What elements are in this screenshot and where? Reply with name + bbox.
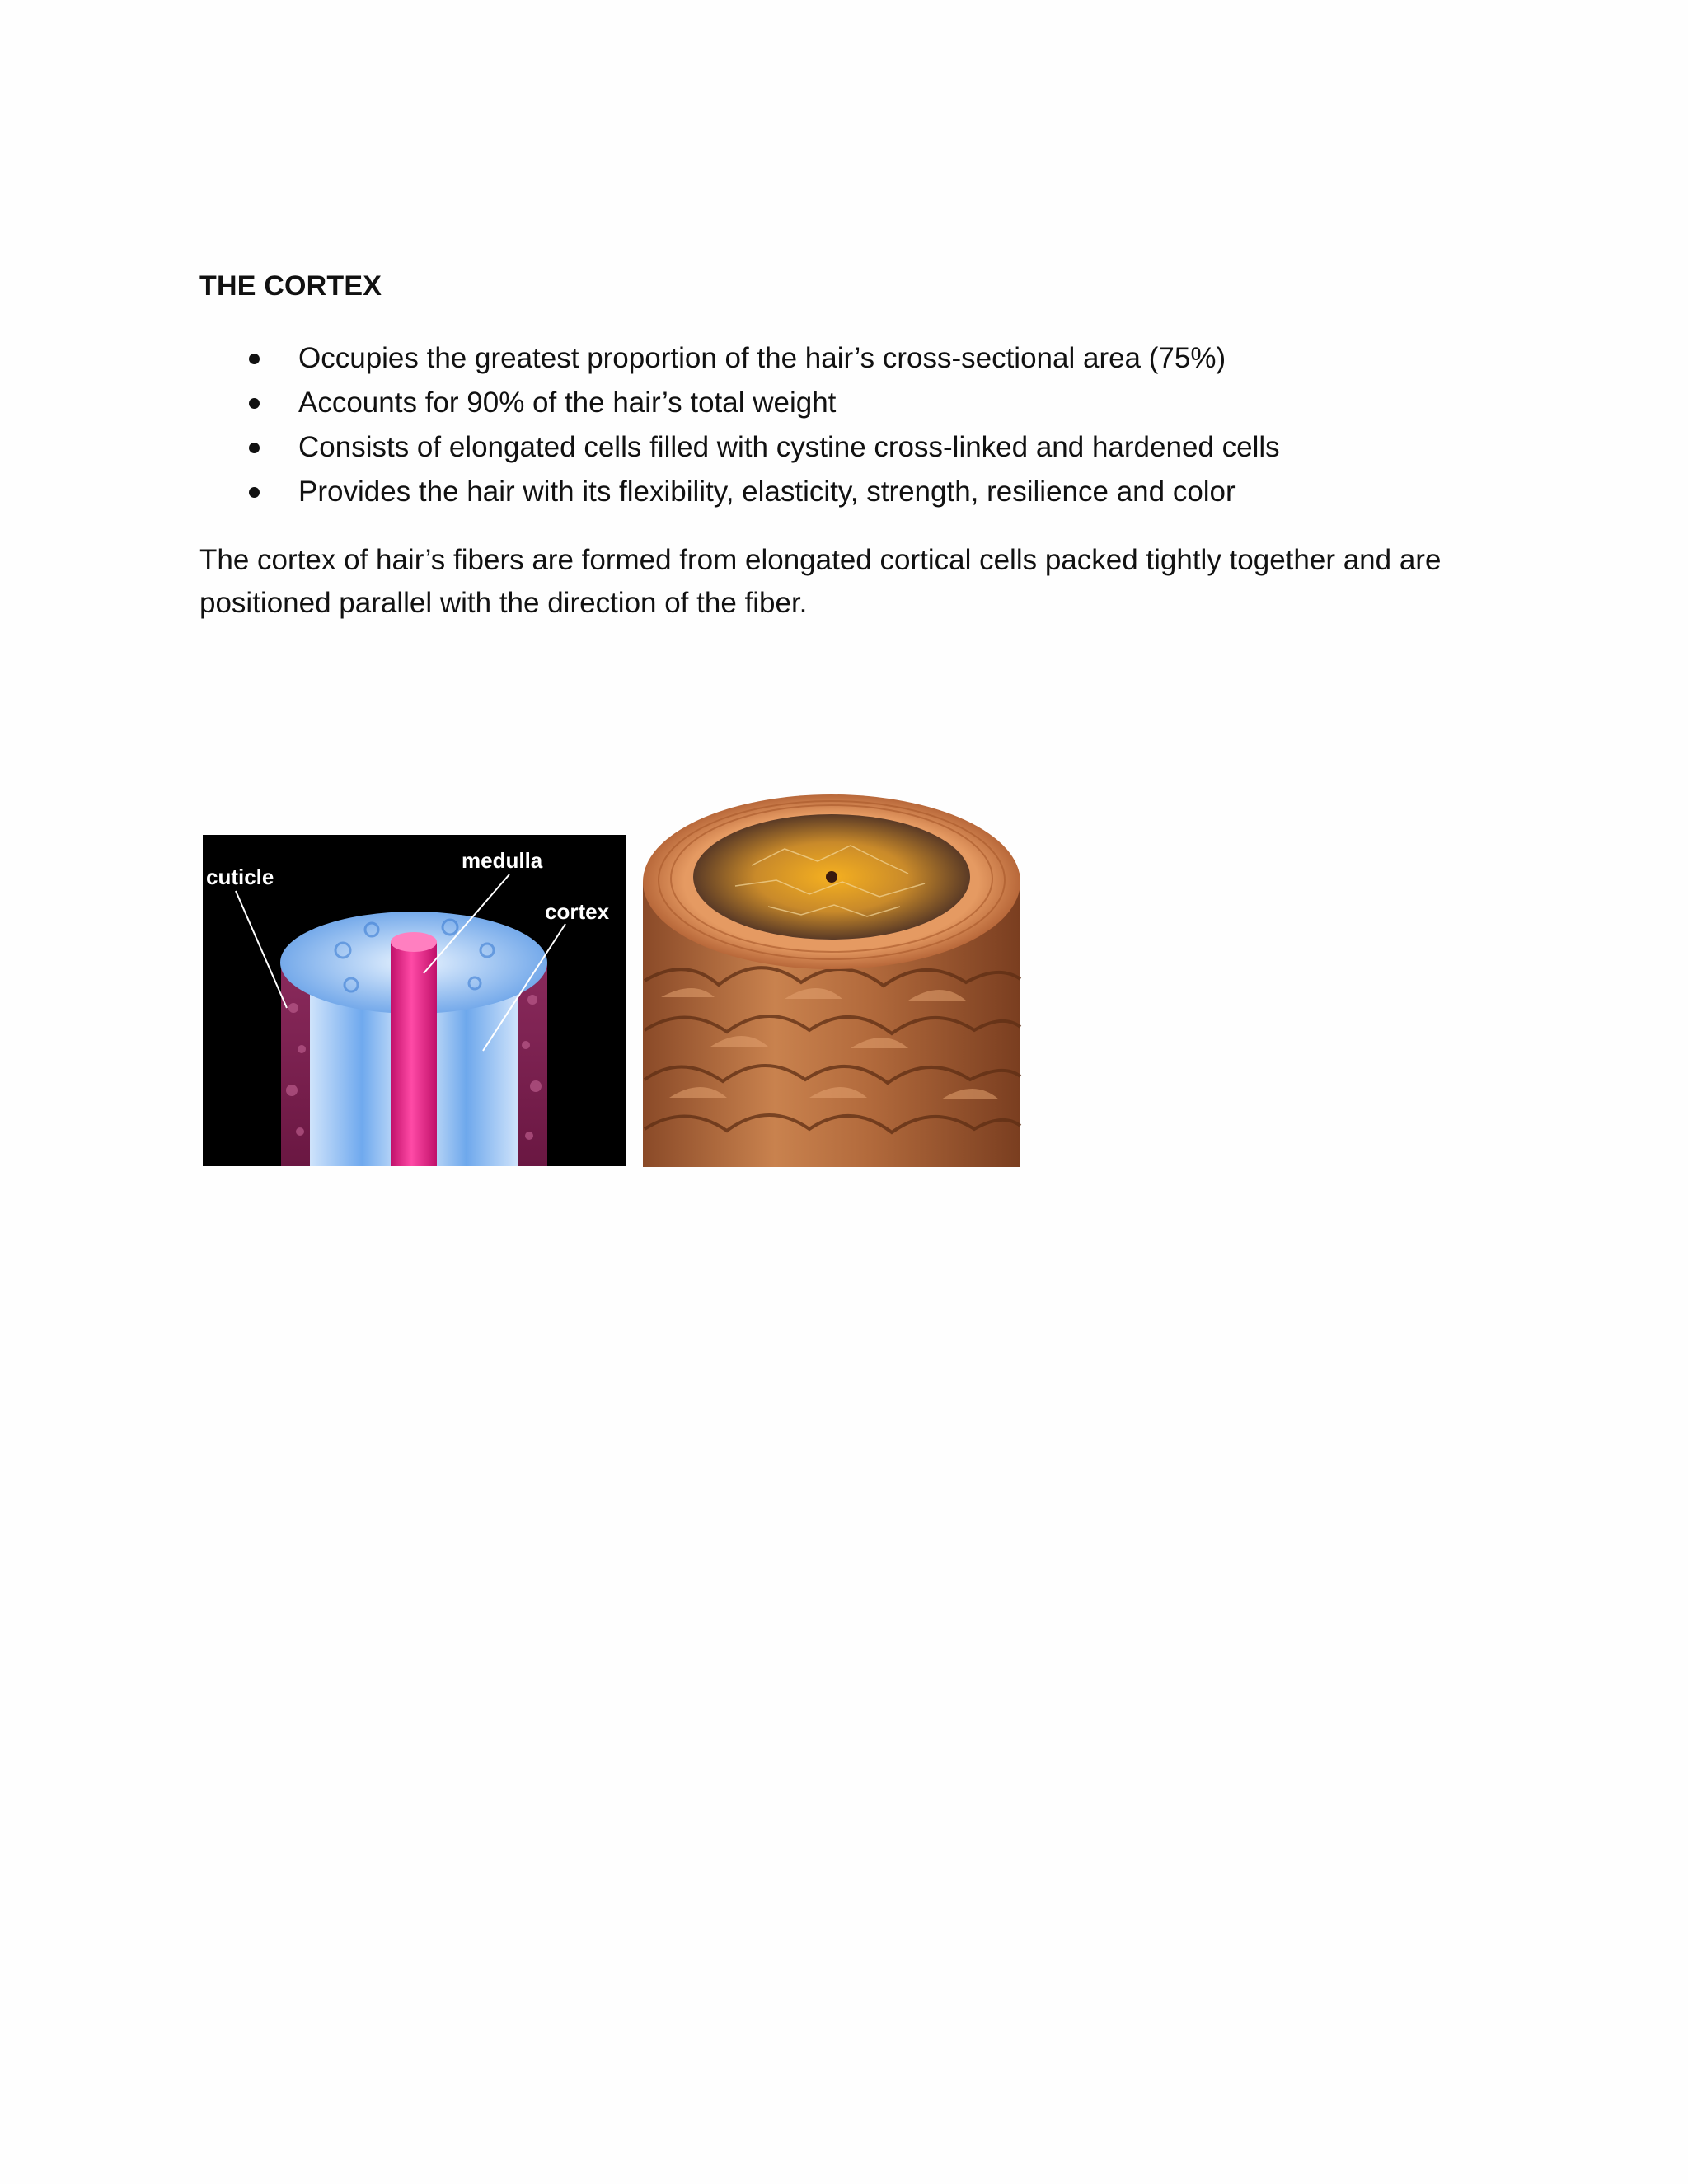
paragraph-line: positioned parallel with the direction of the fiber. — [199, 587, 808, 619]
list-item — [199, 425, 1518, 470]
cortex-label: cortex — [545, 899, 610, 924]
bullet-list — [199, 336, 1518, 514]
medulla-label: medulla — [462, 848, 543, 873]
list-item-text: Consists of elongated cells filled with cystine cross-linked and hardened cells — [298, 431, 1280, 463]
bullet-icon — [249, 354, 260, 364]
bullet-icon — [249, 443, 260, 453]
list-item — [199, 381, 1518, 425]
bullet-icon — [249, 398, 260, 409]
hair-structure-diagram — [203, 835, 626, 1166]
medulla-core — [826, 871, 837, 883]
medulla-top — [391, 932, 437, 952]
cuticle-label: cuticle — [206, 865, 274, 889]
list-item-text: Accounts for 90% of the hair’s total weight — [298, 387, 837, 419]
body-paragraph — [199, 539, 1518, 625]
medulla-layer — [391, 942, 437, 1166]
list-item-text: Provides the hair with its flexibility, elasticity, strength, resilience and color — [298, 476, 1236, 508]
list-item — [199, 470, 1518, 514]
paragraph-line: The cortex of hair’s fibers are formed from elongated cortical cells packed tightly together and are — [199, 544, 1442, 576]
bullet-icon — [249, 487, 260, 498]
list-item-text: Occupies the greatest proportion of the hair’s cross-sectional area (75%) — [298, 342, 1226, 374]
hair-shaft-illustration — [636, 791, 1027, 1167]
page-title: THE CORTEX — [199, 270, 382, 302]
list-item — [199, 336, 1518, 381]
